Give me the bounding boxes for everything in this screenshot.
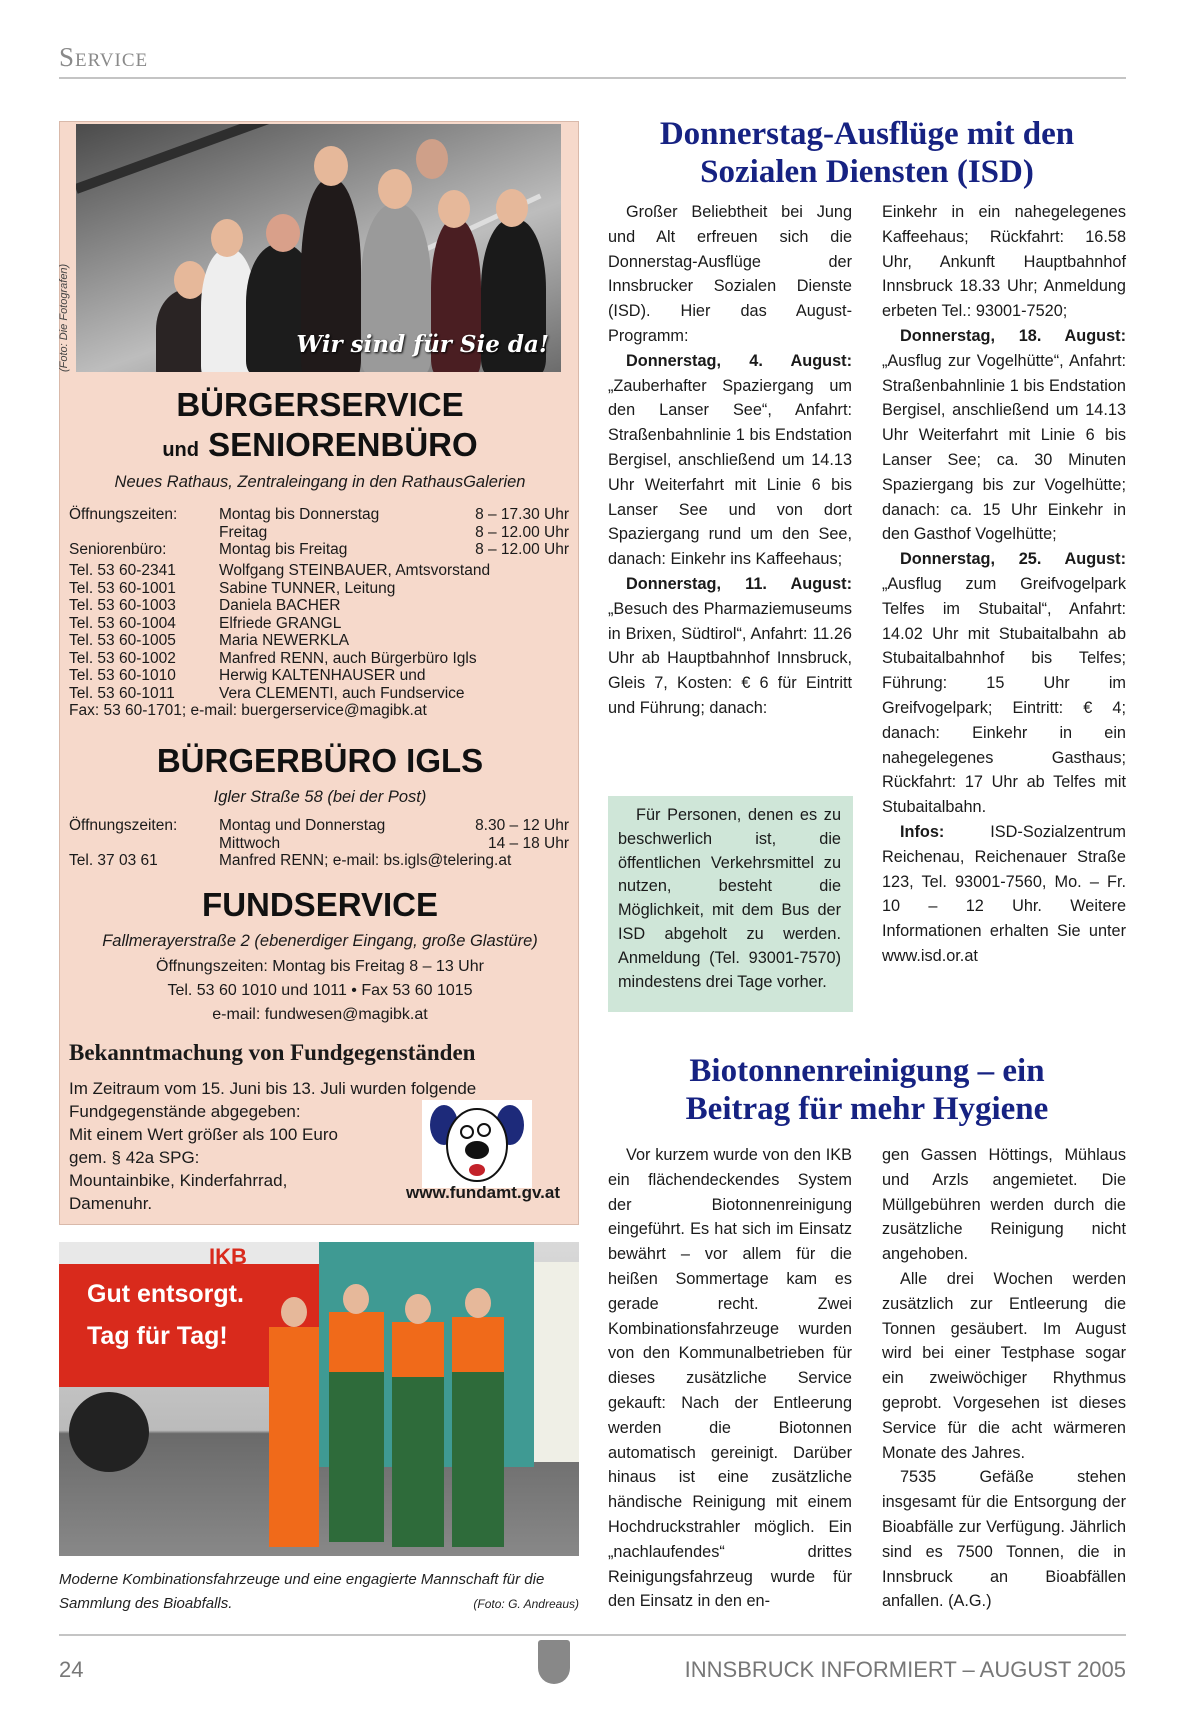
contact-row: Tel. 53 60-1002 Manfred RENN, auch Bürgerbüro Igls <box>69 649 477 667</box>
contact-row: Tel. 53 60-2341 Wolfgang STEINBAUER, Amtsvorstand <box>69 562 491 579</box>
paragraph: Donnerstag, 4. August: „Zauberhafter Spaziergang um den Lanser See“, Anfahrt: Straßenbahnlinie 1 bis Endstation Bergisel, anschließend um 14.13 Uhr Weiterfahrt mit Linie 6 bis Lanser See und von dort Spaziergang rund um den See, danach: Einkehr ins Kaffeehaus; <box>608 351 852 569</box>
article2-col2 <box>882 1143 1126 1614</box>
title-seniorenbuero-text: SENIORENBÜRO <box>208 426 478 463</box>
contact-row: Tel. 53 60-1001 Sabine TUNNER, Leitung <box>69 579 396 597</box>
igls-row: Tel. 37 03 61 Manfred RENN; e-mail: bs.igls@telering.at <box>69 852 512 869</box>
title-und: und <box>162 439 199 461</box>
contact-row: Tel. 53 60-1005 Maria NEWERKLA <box>69 632 350 649</box>
photo-credit: (Foto: Die Fotografen) <box>58 263 70 372</box>
buergerservice-infobox <box>59 121 579 1225</box>
fund-tel: Tel. 53 60 1010 und 1011 • Fax 53 60 1015 <box>167 982 473 999</box>
fundamt-link[interactable]: www.fundamt.gv.at <box>406 1183 560 1202</box>
address-rathaus: Neues Rathaus, Zentraleingang in den RathausGalerien <box>114 473 526 491</box>
title-buergerservice: BÜRGERSERVICE <box>176 386 464 423</box>
fund-hours: Öffnungszeiten: Montag bis Freitag 8 – 13 Uhr <box>156 958 484 975</box>
contact-row: Tel. 53 60-1004 Elfriede GRANGL <box>69 614 342 632</box>
team-photo <box>76 124 561 372</box>
bekanntmachung-title: Bekanntmachung von Fundgegenständen <box>69 1040 476 1065</box>
truck-team-photo <box>59 1242 579 1556</box>
photo-slogan: Wir sind für Sie da! <box>296 331 549 358</box>
paragraph: Großer Beliebtheit bei Jung und Alt erfreuen sich die Donnerstag-Ausflüge der Innsbrucker Sozialen Dienste (ISD). Hier das August-Programm: <box>608 203 852 345</box>
paragraph: Alle drei Wochen werden zusätzlich zur Entleerung die Tonnen gesäubert. Im August wird bei einer Testphase sogar ein zweiwöchiger Rhythmus geprobt. Vorgesehen ist dieses Service für die acht wärmeren Monate des Jahres. <box>882 1269 1126 1462</box>
address-igls: Igler Straße 58 (bei der Post) <box>213 788 427 806</box>
fax-row: Fax: 53 60-1701; e-mail: buergerservice@magibk.at <box>69 702 427 719</box>
section-header: Service <box>59 42 149 72</box>
article1-col1 <box>608 200 852 721</box>
truck-slogan-1: Gut entsorgt. <box>87 1280 244 1308</box>
note-box: Für Personen, denen es zu beschwerlich ist, die öffentlichen Verkehrsmittel zu nutzen, besteht die Möglichkeit, mit dem Bus der ISD abgeholt zu werden. Anmeldung (Tel. 93001-7570) mindestens drei Tage vorher. <box>608 796 853 1012</box>
article1-title: Donnerstag-Ausflüge mit den Sozialen Diensten (ISD) <box>659 116 1075 190</box>
truck-brand: IKB <box>209 1244 247 1269</box>
title-seniorenbuero <box>60 426 580 464</box>
paragraph: 7535 Gefäße stehen insgesamt für die Entsorgung der Bioabfälle zur Verfügung. Jährlich sind es 7500 Tonnen, die in Innsbruck an Bioabfällen anfallen. (A.G.) <box>882 1468 1126 1611</box>
title-buergerbuero-igls: BÜRGERBÜRO IGLS <box>156 742 484 779</box>
paragraph: gen Gassen Höttings, Mühlaus und Arzls angemietet. Die Müllgebühren werden durch die zusätzliche Reinigung nicht angehoben. <box>882 1146 1126 1264</box>
address-fundservice: Fallmerayerstraße 2 (ebenerdiger Eingang, große Glastüre) <box>102 932 538 950</box>
opening-hours-table <box>69 506 569 559</box>
paragraph: Donnerstag, 25. August: „Ausflug zum Greifvogelpark Telfes im Stubaital“, Anfahrt: 14.02 Uhr mit Stubaitalbahn ab Stubaitalbahnhof bis Telfes; Führung: 15 Uhr im Greifvogelpark; Eintritt: € 4; danach: Einkehr in ein nahegelegenes Gasthaus; Rückfahrt: 17 Uhr ab Telfes mit Stubaitalbahn. <box>882 550 1126 817</box>
footer-rule <box>59 1634 1126 1636</box>
innsbruck-crest-icon <box>538 1640 570 1684</box>
hours-row: Seniorenbüro: Montag bis Freitag 8 – 12.00 Uhr <box>69 541 569 558</box>
fund-email: e-mail: fundwesen@magibk.at <box>212 1006 428 1023</box>
contact-row: Tel. 53 60-1003 Daniela BACHER <box>69 597 341 614</box>
hours-row: Freitag 8 – 12.00 Uhr <box>219 523 569 541</box>
article1-col2 <box>882 200 1126 969</box>
igls-table <box>69 817 569 870</box>
page-number: 24 <box>59 1657 84 1682</box>
caption-text: Moderne Kombinationsfahrzeuge und eine engagierte Mannschaft für die Sammlung des Bioabfalls. <box>59 1571 545 1612</box>
truck-slogan-2: Tag für Tag! <box>87 1322 228 1350</box>
paragraph: Infos: ISD-Sozialzentrum Reichenau, Reichenauer Straße 123, Tel. 93001-7560, Mo. – Fr. 10 – 12 Uhr. Weitere Informationen erhalten Sie unter www.isd.or.at <box>882 822 1126 965</box>
article2-title: Biotonnenreinigung – ein Beitrag für mehr Hygiene <box>685 1053 1049 1127</box>
contact-row: Tel. 53 60-1011 Vera CLEMENTI, auch Fundservice <box>69 684 465 702</box>
title-fundservice: FUNDSERVICE <box>202 886 438 923</box>
fund-items-list: Im Zeitraum vom 15. Juni bis 13. Juli wurden folgende Fundgegenstände abgegeben: Mit einem Wert größer als 100 Euro gem. § 42a SPG: Mountainbike, Kinderfahrrad, Damenuhr. <box>69 1079 477 1213</box>
paragraph: Einkehr in ein nahegelegenes Kaffeehaus; Rückfahrt: 16.58 Uhr, Ankunft Hauptbahnhof Innsbruck 18.33 Uhr; Anmeldung erbeten Tel.: 93001-7520; <box>882 203 1126 321</box>
caption-credit: (Foto: G. Andreaus) <box>473 1597 579 1611</box>
paragraph: Donnerstag, 18. August: „Ausflug zur Vogelhütte“, Anfahrt: Straßenbahnlinie 1 bis Endstation Bergisel, anschließend um 14.13 Uhr Weiterfahrt mit Linie 6 bis Lanser See; ca. 30 Minuten Spaziergang bis zur Vogelhütte; danach: ca. 15 Uhr Einkehr in den Gasthof Vogelhütte; <box>882 326 1126 544</box>
hours-row: Öffnungszeiten: Montag bis Donnerstag 8 – 17.30 Uhr <box>69 506 569 523</box>
photo-caption <box>59 1568 579 1616</box>
paragraph: Donnerstag, 11. August: „Besuch des Pharmaziemuseums in Brixen, Südtirol“, Anfahrt: 11.26 Uhr ab Hauptbahnhof Innsbruck, Gleis 7, Kosten: € 6 für Eintritt und Führung; danach: <box>608 574 852 717</box>
contact-row: Tel. 53 60-1010 Herwig KALTENHAUSER und <box>69 667 426 684</box>
igls-row: Mittwoch 14 – 18 Uhr <box>219 834 569 852</box>
dog-mascot-icon <box>422 1100 532 1188</box>
igls-row: Öffnungszeiten: Montag und Donnerstag 8.30 – 12 Uhr <box>69 817 569 834</box>
publication-name: INNSBRUCK INFORMIERT – AUGUST 2005 <box>684 1657 1126 1682</box>
article2-col1 <box>608 1143 852 1614</box>
contacts-table <box>69 562 490 720</box>
paragraph: Vor kurzem wurde von den IKB ein flächendeckendes System der Biotonnenreinigung eingeführt. Es hat sich im Einsatz bewährt – vor allem für die heißen Sommertage kam es gerade recht. Zwei Kombinationsfahrzeuge wurden von den Kommunalbetrieben für dieses zusätzliche Service gekauft: Nach der Entleerung werden die Biotonnen automatisch gereinigt. Darüber hinaus ist eine zusätzliche händische Reinigung mit einem Hochdruckstrahler möglich. Ein „nachlaufendes“ drittes Reinigungsfahrzeug wurde für den Einsatz in den en- <box>608 1146 852 1611</box>
header-rule <box>59 77 1126 79</box>
